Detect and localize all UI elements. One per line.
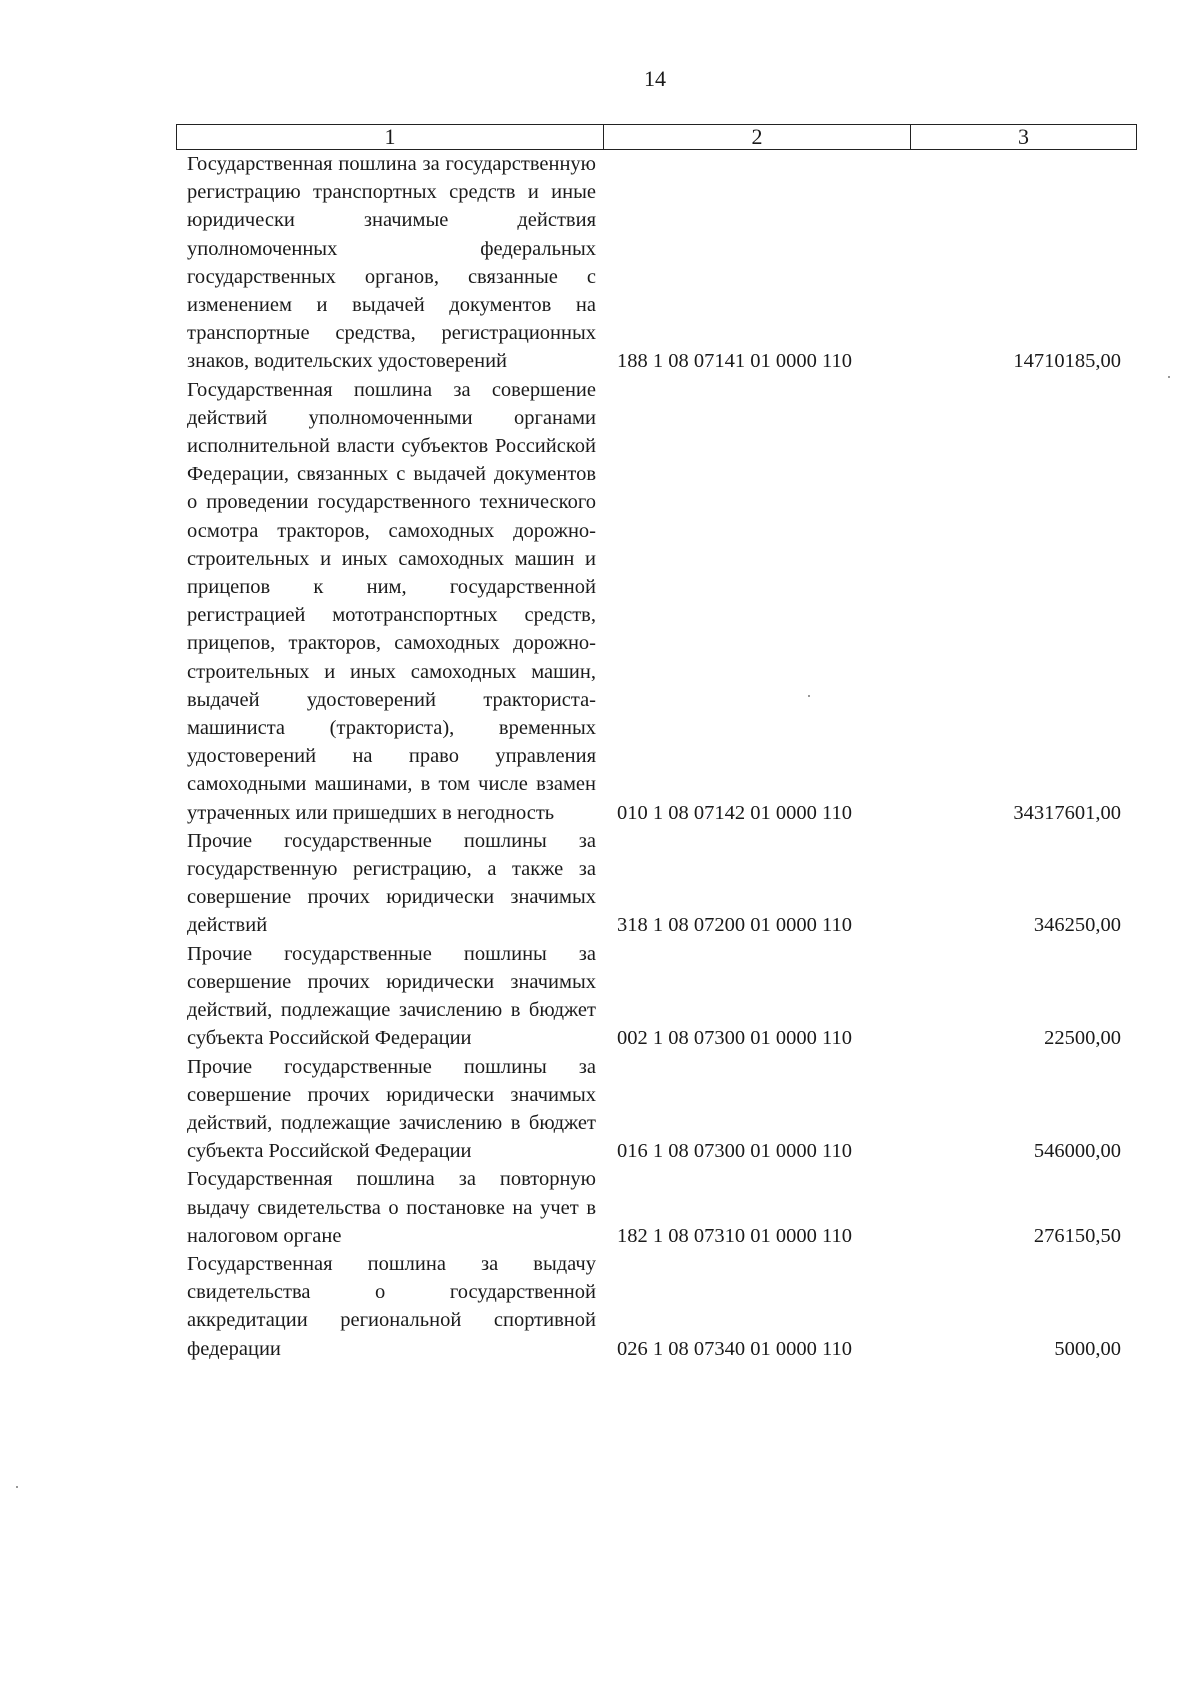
table-row (0, 1165, 1200, 1250)
table-row (0, 1250, 1200, 1363)
revenue-name: Государственная пошлина за повторную выдачу свидетельства о постановке на учет в налоговом органе (187, 1168, 596, 1247)
table-body (0, 150, 1200, 1363)
amount: 346250,00 (1033, 914, 1121, 937)
revenue-name: Государственная пошлина за выдачу свидетельства о государственной аккредитации региональной спортивной федерации (187, 1252, 596, 1360)
budget-classification-code: 002 1 08 07300 01 0000 110 (617, 1027, 852, 1050)
table-row (0, 940, 1200, 1053)
revenue-name: Государственная пошлина за совершение действий уполномоченными органами исполнительной власти субъектов Российской Федерации, связанных с выдачей документов о проведении государственного технического осмотра тракторов, самоходных дорожно-строительных и иных самоходных машин и прицепов к ним, государственной регистрацией мототранспортных средств, прицепов, тракторов, самоходных дорожно-строительных и иных самоходных машин, выдачей удостоверений тракториста-машиниста (тракториста), временных удостоверений на право управления самоходными машинами, в том числе взамен утраченных или пришедших в негодность (187, 378, 596, 824)
table-header (176, 124, 1137, 150)
amount: 276150,50 (1033, 1224, 1121, 1247)
revenue-name: Прочие государственные пошлины за совершение прочих юридически значимых действий, подлежащие зачислению в бюджет субъекта Российской Федерации (187, 942, 596, 1050)
amount: 5000,00 (1054, 1337, 1121, 1360)
table-row (0, 827, 1200, 940)
budget-classification-code: 318 1 08 07200 01 0000 110 (617, 914, 852, 937)
budget-classification-code: 010 1 08 07142 01 0000 110 (617, 801, 852, 824)
budget-classification-code: 188 1 08 07141 01 0000 110 (617, 350, 852, 373)
amount: 14710185,00 (1013, 350, 1121, 373)
column-header-2: 2 (604, 125, 911, 150)
budget-classification-code: 026 1 08 07340 01 0000 110 (617, 1337, 852, 1360)
amount: 546000,00 (1033, 1140, 1121, 1163)
revenue-name: Прочие государственные пошлины за совершение прочих юридически значимых действий, подлежащие зачислению в бюджет субъекта Российской Федерации (187, 1055, 596, 1163)
table-row (0, 1053, 1200, 1166)
amount: 34317601,00 (1013, 801, 1121, 824)
scan-speck (16, 1486, 18, 1488)
amount: 22500,00 (1044, 1027, 1121, 1050)
revenue-name: Государственная пошлина за государственную регистрацию транспортных средств и иные юридически значимые действия уполномоченных федеральных государственных органов, связанные с изменением и выдачей документов на транспортные средства, регистрационных знаков, водительских удостоверений (187, 153, 596, 373)
table-row (0, 150, 1200, 376)
scan-speck (808, 695, 810, 697)
column-header-1: 1 (177, 125, 604, 150)
revenue-name: Прочие государственные пошлины за государственную регистрацию, а также за совершение прочих юридически значимых действий (187, 829, 596, 937)
scan-speck (1168, 376, 1170, 378)
budget-classification-code: 016 1 08 07300 01 0000 110 (617, 1140, 852, 1163)
column-header-3: 3 (911, 125, 1137, 150)
page-number: 14 (644, 66, 666, 91)
table-row (0, 376, 1200, 827)
budget-classification-code: 182 1 08 07310 01 0000 110 (617, 1224, 852, 1247)
